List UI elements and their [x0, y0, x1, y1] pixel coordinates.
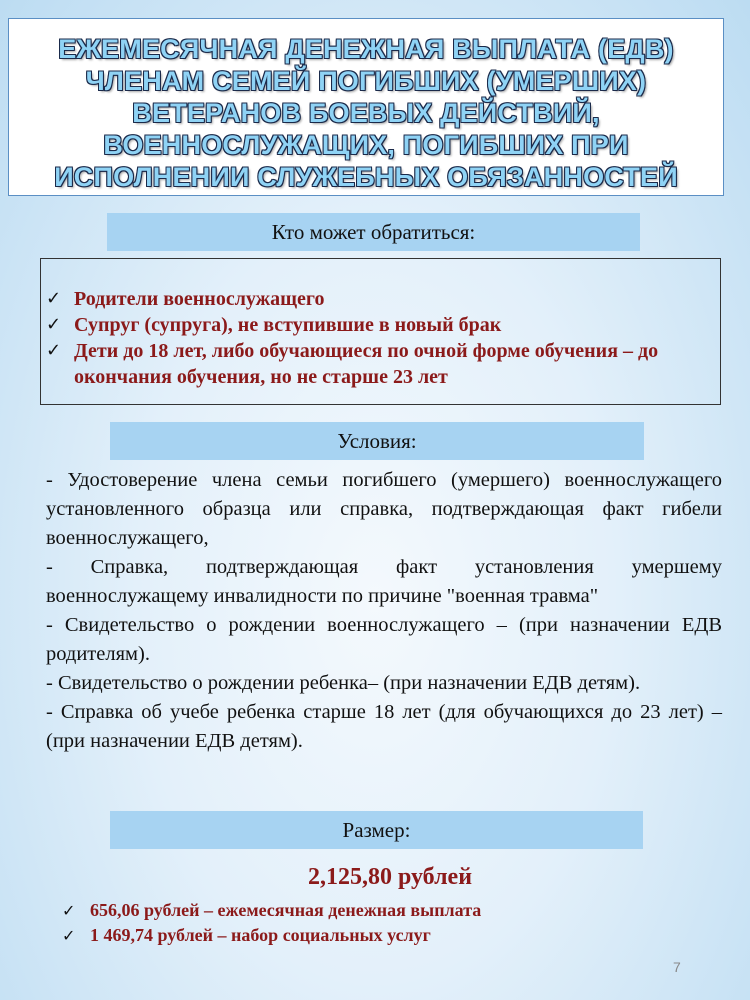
who-item — [40, 286, 740, 312]
title-line: ЕЖЕМЕСЯЧНАЯ ДЕНЕЖНАЯ ВЫПЛАТА (ЕДВ) — [58, 34, 674, 64]
who-item-text: Супруг (супруга), не вступившие в новый брак — [74, 314, 502, 336]
title-line: ВОЕННОСЛУЖАЩИХ, ПОГИБШИХ ПРИ — [103, 130, 629, 160]
checkmark-icon: ✓ — [62, 901, 76, 920]
checkmark-icon: ✓ — [46, 340, 62, 361]
checkmark-icon: ✓ — [62, 926, 76, 945]
condition-paragraph: - Справка об учебе ребенка старше 18 лет (для обучающихся до 23 лет) – (при назначении ЕДВ детям). — [46, 701, 722, 752]
condition-paragraph: - Справка, подтверждающая факт установления умершему военнослужащему инвалидности по причине "военная травма" — [46, 556, 722, 607]
who-item — [40, 312, 740, 338]
checkmark-icon: ✓ — [46, 314, 62, 335]
size-item — [62, 923, 481, 948]
size-total: 2,125,80 рублей — [307, 864, 473, 890]
title-line: ЧЛЕНАМ СЕМЕЙ ПОГИБШИХ (УМЕРШИХ) — [85, 66, 647, 96]
size-item-text: 1 469,74 рублей – набор социальных услуг — [90, 925, 431, 945]
conditions-heading: Условия: — [110, 422, 644, 460]
who-heading: Кто может обратиться: — [107, 213, 640, 251]
title-line: ИСПОЛНЕНИИ СЛУЖЕБНЫХ ОБЯЗАННОСТЕЙ — [54, 162, 678, 192]
condition-paragraph: - Свидетельство о рождении военнослужащего – (при назначении ЕДВ родителям). — [46, 614, 722, 665]
title-box — [8, 18, 724, 196]
who-item-text: Родители военнослужащего — [74, 288, 325, 310]
condition-paragraph: - Удостоверение члена семьи погибшего (умершего) военнослужащего установленного образца или справка, подтверждающая факт гибели военнослужащего, — [46, 469, 722, 549]
size-item — [62, 898, 481, 923]
conditions-text — [46, 466, 722, 756]
condition-paragraph: - Свидетельство о рождении ребенка– (при назначении ЕДВ детям). — [46, 672, 641, 694]
size-list — [62, 898, 481, 948]
who-item-text: Дети до 18 лет, либо обучающиеся по очной форме обучения – до окончания обучения, но не старше 23 лет — [74, 340, 659, 388]
who-list — [40, 286, 740, 390]
size-heading: Размер: — [110, 811, 643, 849]
title-line: ВЕТЕРАНОВ БОЕВЫХ ДЕЙСТВИЙ, — [132, 98, 600, 128]
size-item-text: 656,06 рублей – ежемесячная денежная выплата — [90, 900, 482, 920]
page-number: 7 — [673, 959, 681, 975]
checkmark-icon: ✓ — [46, 288, 62, 309]
who-item — [40, 338, 714, 390]
